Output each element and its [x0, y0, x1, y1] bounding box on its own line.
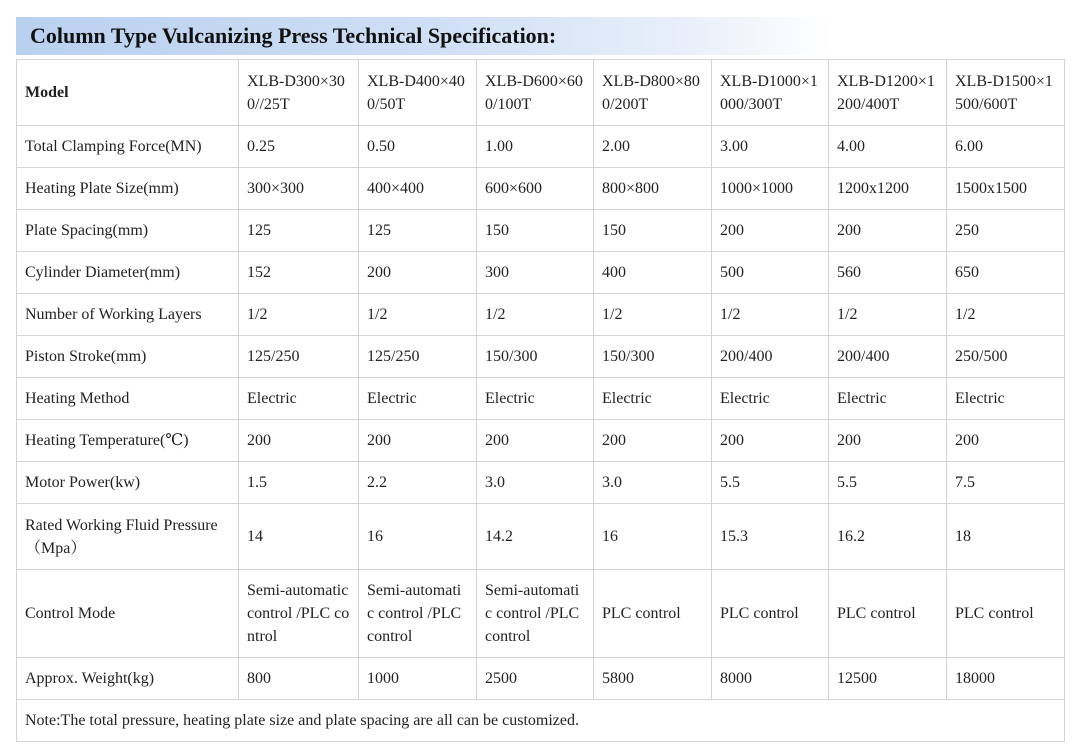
spec-value-cell: 4.00 — [829, 126, 947, 168]
table-row — [17, 294, 1065, 336]
spec-value-cell: Semi-automatic control /PLC control — [477, 570, 594, 658]
spec-value-cell: 2.2 — [359, 462, 477, 504]
table-row — [17, 658, 1065, 700]
model-name: XLB-D1200×1200/400T — [829, 60, 947, 126]
spec-value-cell: 1000×1000 — [712, 168, 829, 210]
spec-value-cell: 1200x1200 — [829, 168, 947, 210]
spec-value-cell: 150/300 — [477, 336, 594, 378]
table-row — [17, 462, 1065, 504]
spec-value-cell: 12500 — [829, 658, 947, 700]
title-bar — [16, 17, 1062, 55]
spec-value-cell: 300 — [477, 252, 594, 294]
row-label: Heating Plate Size(mm) — [17, 168, 239, 210]
table-row — [17, 168, 1065, 210]
table-row — [17, 252, 1065, 294]
spec-value-cell: PLC control — [947, 570, 1065, 658]
spec-value-cell: 1/2 — [947, 294, 1065, 336]
table-row — [17, 210, 1065, 252]
spec-value-cell: Semi-automatic control /PLC control — [359, 570, 477, 658]
spec-value-cell: 150 — [477, 210, 594, 252]
spec-value-cell: 560 — [829, 252, 947, 294]
spec-value-cell: 16 — [594, 504, 712, 570]
spec-value-cell: 125/250 — [359, 336, 477, 378]
table-row — [17, 504, 1065, 570]
model-name: XLB-D800×800/200T — [594, 60, 712, 126]
row-label: Cylinder Diameter(mm) — [17, 252, 239, 294]
spec-value-cell: 7.5 — [947, 462, 1065, 504]
spec-value-cell: 200 — [359, 252, 477, 294]
spec-value-cell: 2500 — [477, 658, 594, 700]
row-label: Control Mode — [17, 570, 239, 658]
spec-value-cell: 1500x1500 — [947, 168, 1065, 210]
spec-value-cell: 18000 — [947, 658, 1065, 700]
row-label: Approx. Weight(kg) — [17, 658, 239, 700]
spec-value-cell: 800 — [239, 658, 359, 700]
spec-table-body — [17, 126, 1065, 700]
spec-value-cell: 300×300 — [239, 168, 359, 210]
row-label: Rated Working Fluid Pressure（Mpa） — [17, 504, 239, 570]
row-label: Piston Stroke(mm) — [17, 336, 239, 378]
model-name: XLB-D600×600/100T — [477, 60, 594, 126]
header-row — [17, 60, 1065, 126]
spec-value-cell: 3.0 — [594, 462, 712, 504]
row-label: Plate Spacing(mm) — [17, 210, 239, 252]
spec-value-cell: 5800 — [594, 658, 712, 700]
spec-value-cell: Electric — [829, 378, 947, 420]
model-name: XLB-D400×400/50T — [359, 60, 477, 126]
row-label: Motor Power(kw) — [17, 462, 239, 504]
table-row — [17, 126, 1065, 168]
spec-table — [16, 59, 1065, 742]
spec-value-cell: 1/2 — [712, 294, 829, 336]
spec-value-cell: Electric — [594, 378, 712, 420]
spec-value-cell: Electric — [359, 378, 477, 420]
spec-value-cell: 6.00 — [947, 126, 1065, 168]
table-row — [17, 336, 1065, 378]
spec-value-cell: 14.2 — [477, 504, 594, 570]
model-name: XLB-D1000×1000/300T — [712, 60, 829, 126]
spec-value-cell: Electric — [239, 378, 359, 420]
page-title: Column Type Vulcanizing Press Technical Specification: — [30, 23, 557, 48]
note-row — [17, 700, 1065, 742]
spec-value-cell: 400 — [594, 252, 712, 294]
spec-value-cell: 650 — [947, 252, 1065, 294]
table-row — [17, 420, 1065, 462]
spec-value-cell: 1/2 — [829, 294, 947, 336]
spec-value-cell: 1/2 — [594, 294, 712, 336]
spec-value-cell: 1/2 — [359, 294, 477, 336]
spec-value-cell: 150/300 — [594, 336, 712, 378]
spec-value-cell: 200 — [829, 420, 947, 462]
spec-value-cell: 16.2 — [829, 504, 947, 570]
spec-value-cell: 200 — [947, 420, 1065, 462]
note-text: Note:The total pressure, heating plate size and plate spacing are all can be customized. — [17, 700, 1065, 742]
spec-value-cell: 0.50 — [359, 126, 477, 168]
spec-value-cell: 200 — [359, 420, 477, 462]
spec-value-cell: 3.00 — [712, 126, 829, 168]
spec-value-cell: 1/2 — [477, 294, 594, 336]
spec-value-cell: 800×800 — [594, 168, 712, 210]
table-row — [17, 378, 1065, 420]
spec-value-cell: 250 — [947, 210, 1065, 252]
table-row — [17, 570, 1065, 658]
model-name: XLB-D300×300//25T — [239, 60, 359, 126]
spec-value-cell: 200 — [712, 420, 829, 462]
spec-value-cell: 8000 — [712, 658, 829, 700]
spec-value-cell: Electric — [712, 378, 829, 420]
spec-value-cell: 125 — [359, 210, 477, 252]
spec-value-cell: Semi-automatic control /PLC control — [239, 570, 359, 658]
spec-value-cell: 5.5 — [829, 462, 947, 504]
spec-value-cell: Electric — [477, 378, 594, 420]
spec-value-cell: 200/400 — [829, 336, 947, 378]
spec-value-cell: 0.25 — [239, 126, 359, 168]
spec-value-cell: PLC control — [594, 570, 712, 658]
spec-value-cell: 200 — [829, 210, 947, 252]
spec-value-cell: 152 — [239, 252, 359, 294]
row-label: Heating Temperature(℃) — [17, 420, 239, 462]
spec-value-cell: 15.3 — [712, 504, 829, 570]
row-label: Number of Working Layers — [17, 294, 239, 336]
spec-value-cell: PLC control — [829, 570, 947, 658]
row-label: Heating Method — [17, 378, 239, 420]
spec-value-cell: 1000 — [359, 658, 477, 700]
spec-value-cell: 200 — [239, 420, 359, 462]
row-label: Total Clamping Force(MN) — [17, 126, 239, 168]
spec-value-cell: 1.5 — [239, 462, 359, 504]
spec-value-cell: 2.00 — [594, 126, 712, 168]
spec-value-cell: 250/500 — [947, 336, 1065, 378]
spec-value-cell: 3.0 — [477, 462, 594, 504]
spec-value-cell: 200 — [477, 420, 594, 462]
spec-value-cell: 16 — [359, 504, 477, 570]
spec-value-cell: 1.00 — [477, 126, 594, 168]
spec-value-cell: 200 — [594, 420, 712, 462]
spec-value-cell: 5.5 — [712, 462, 829, 504]
model-label: Model — [17, 60, 239, 126]
spec-value-cell: 18 — [947, 504, 1065, 570]
spec-value-cell: 500 — [712, 252, 829, 294]
spec-value-cell: 200 — [712, 210, 829, 252]
model-name: XLB-D1500×1500/600T — [947, 60, 1065, 126]
spec-value-cell: 125/250 — [239, 336, 359, 378]
spec-value-cell: 14 — [239, 504, 359, 570]
spec-value-cell: 1/2 — [239, 294, 359, 336]
spec-value-cell: Electric — [947, 378, 1065, 420]
spec-value-cell: 600×600 — [477, 168, 594, 210]
spec-value-cell: PLC control — [712, 570, 829, 658]
spec-value-cell: 150 — [594, 210, 712, 252]
spec-value-cell: 125 — [239, 210, 359, 252]
spec-value-cell: 400×400 — [359, 168, 477, 210]
spec-value-cell: 200/400 — [712, 336, 829, 378]
